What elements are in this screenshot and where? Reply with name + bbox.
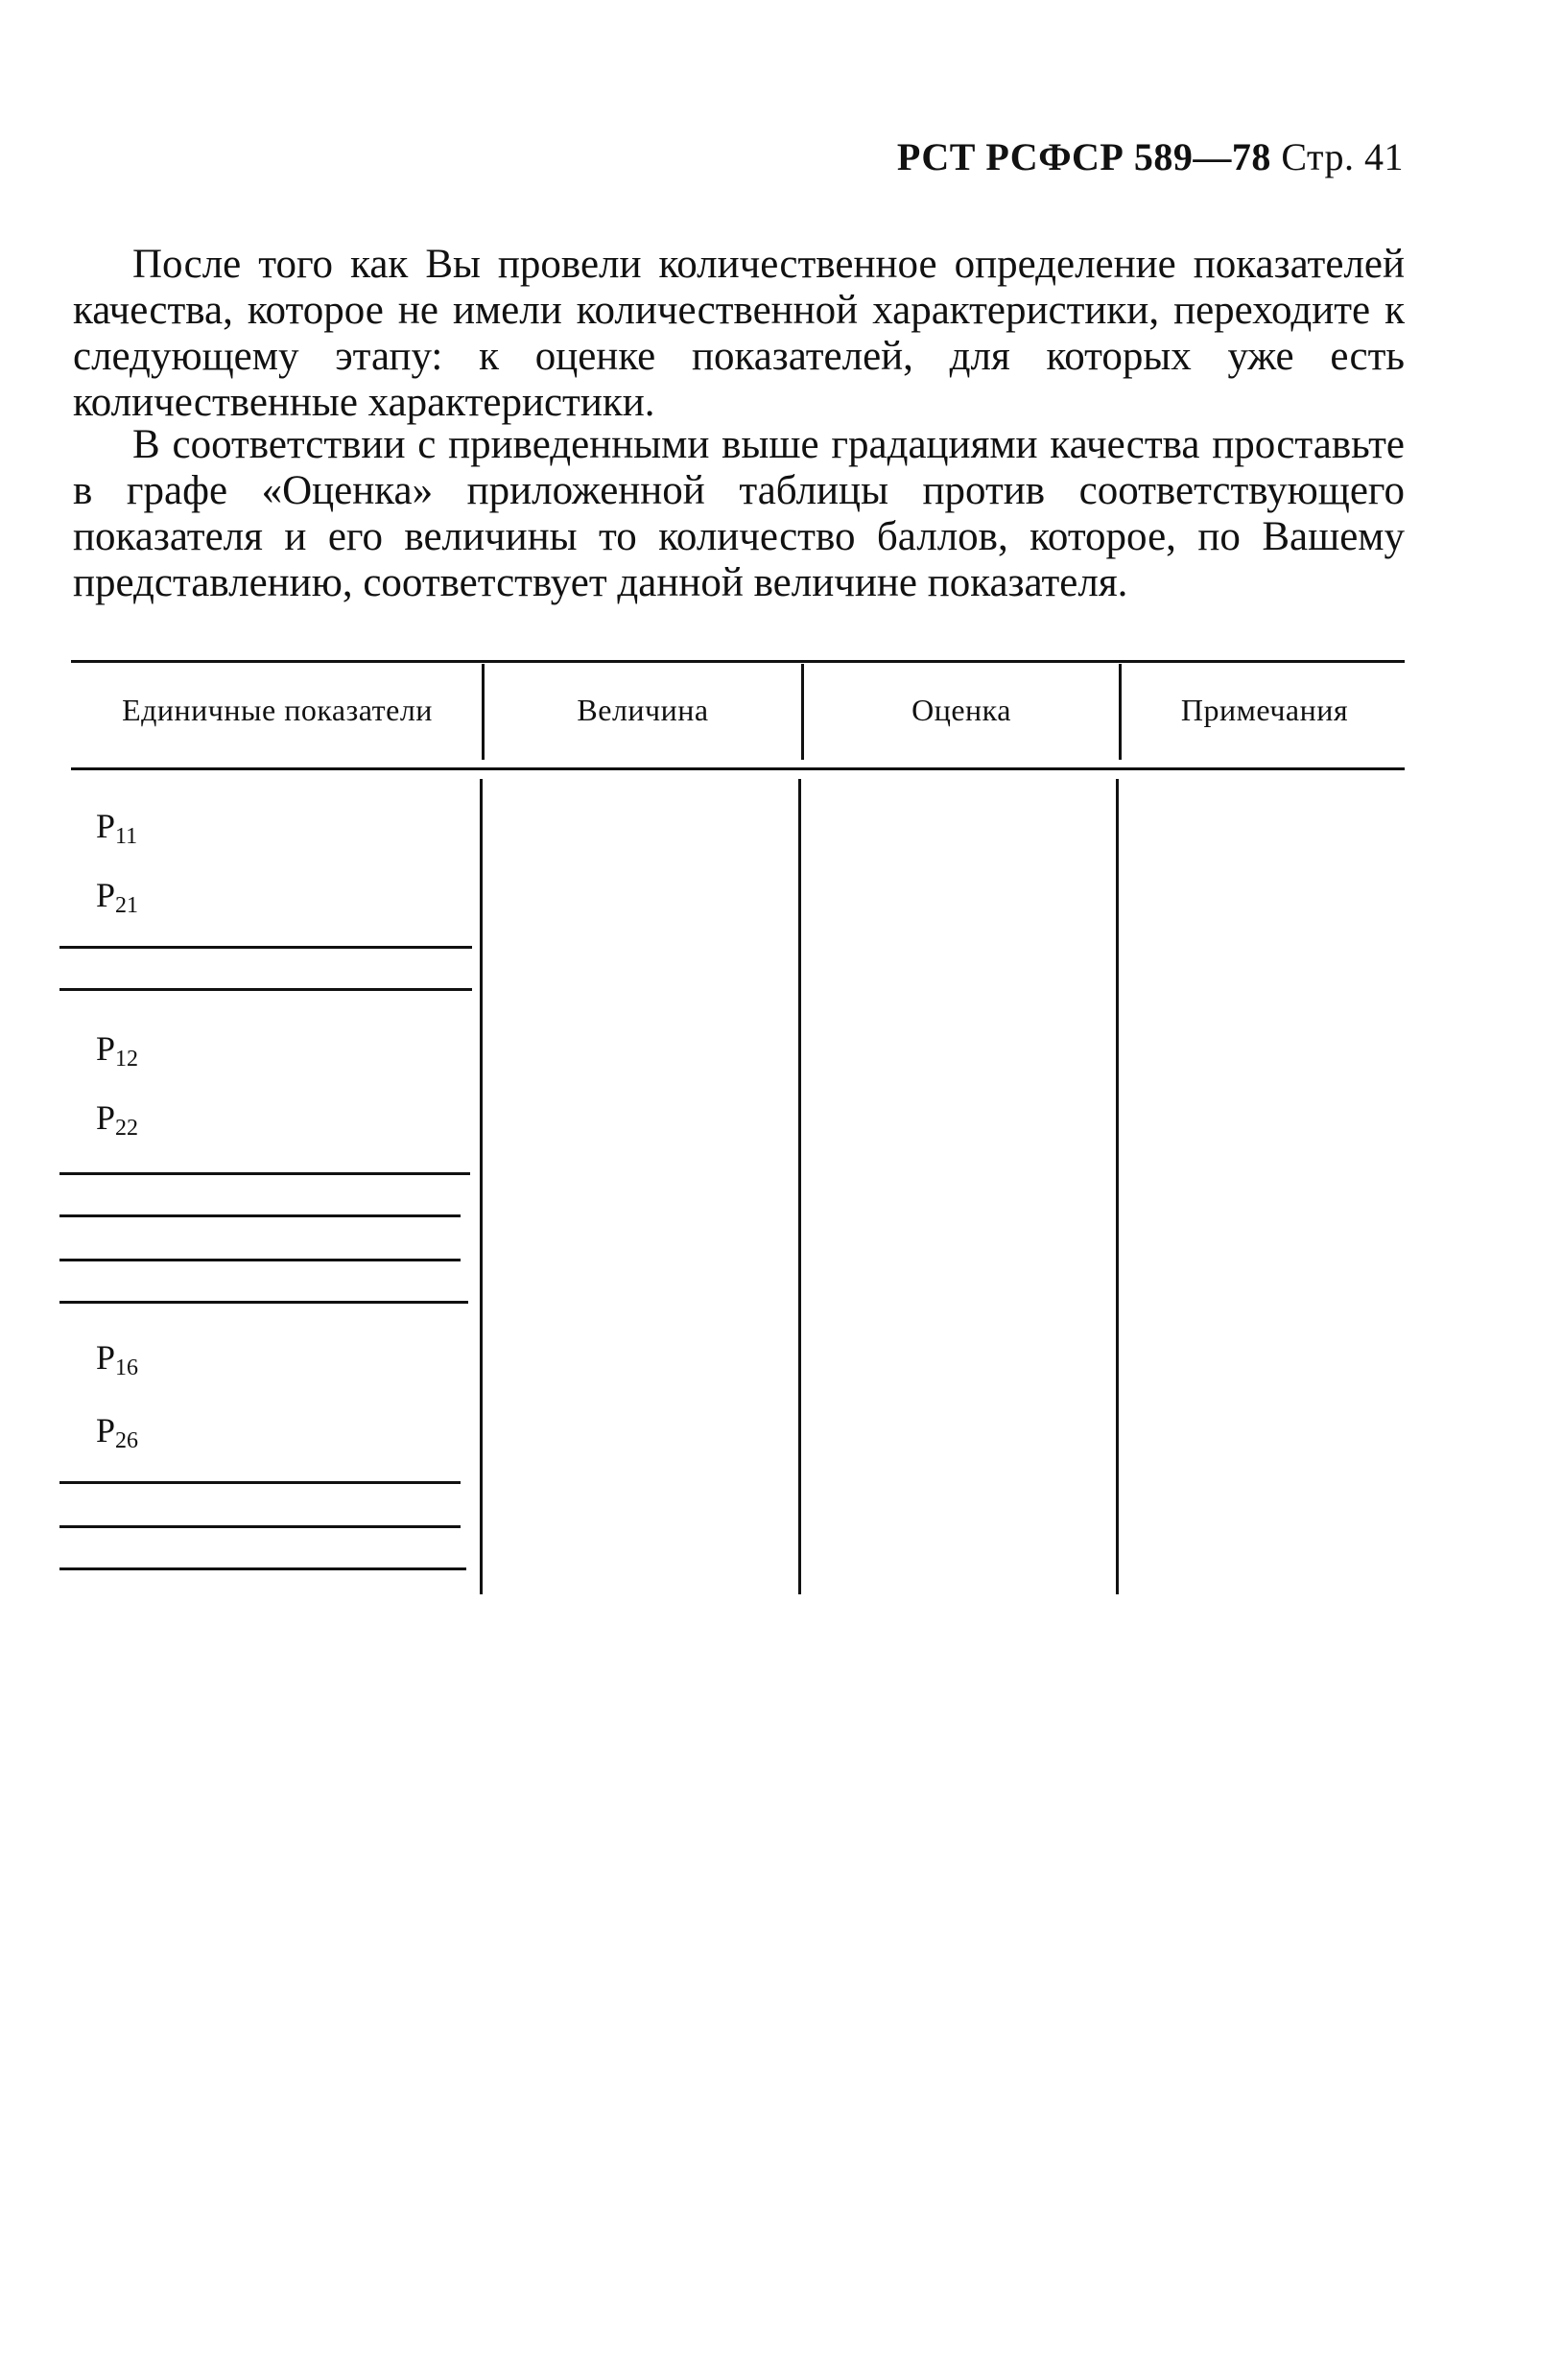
- header-score: Оценка: [911, 693, 1011, 727]
- entry-line: [59, 1259, 461, 1261]
- entry-line: [59, 1481, 461, 1484]
- table-header-rule: [71, 767, 1405, 770]
- entry-line: [59, 1567, 466, 1570]
- column-separator-1: [480, 779, 483, 1594]
- running-header: [897, 134, 1404, 179]
- indicator-label: $P_{22}$: [96, 1098, 139, 1141]
- entry-line: [59, 1214, 461, 1217]
- document-code: РСТ РСФСР 589—78: [896, 135, 1271, 178]
- header-notes: Примечания: [1180, 693, 1349, 727]
- indicator-label: $P_{16}$: [96, 1338, 139, 1380]
- paragraph-1: После того как Вы провели количественное определение показателей качества, которое не имели количественной характеристики, переходите к следующему этапу: к оценке показателей, для которых уже есть количественные характеристики.: [73, 242, 1405, 425]
- column-separator-2: [798, 779, 801, 1594]
- indicator-label: $P_{26}$: [96, 1411, 139, 1453]
- indicator-label: $P_{12}$: [96, 1029, 139, 1072]
- entry-line: [59, 946, 472, 949]
- header-separator-3: [1119, 664, 1122, 760]
- table-top-rule: [71, 660, 1405, 663]
- entry-line: [59, 1172, 470, 1175]
- paragraph-2: В соответствии с приведенными выше градациями качества проставьте в графе «Оценка» приложенной таблицы против соответствующего показателя и его величины то количество баллов, которое, по Вашему представлению, соответствует данной величине показателя.: [73, 422, 1405, 605]
- column-separator-3: [1116, 779, 1119, 1594]
- indicator-label: $P_{11}$: [96, 807, 138, 849]
- entry-line: [59, 1525, 461, 1528]
- entry-line: [59, 988, 472, 991]
- header-indicators: Единичные показатели: [122, 693, 433, 727]
- header-value: Величина: [577, 693, 709, 727]
- entry-line: [59, 1301, 468, 1304]
- header-separator-2: [801, 664, 804, 760]
- page-number: Стр. 41: [1281, 135, 1404, 178]
- header-separator-1: [482, 664, 485, 760]
- indicator-label: $P_{21}$: [96, 876, 139, 918]
